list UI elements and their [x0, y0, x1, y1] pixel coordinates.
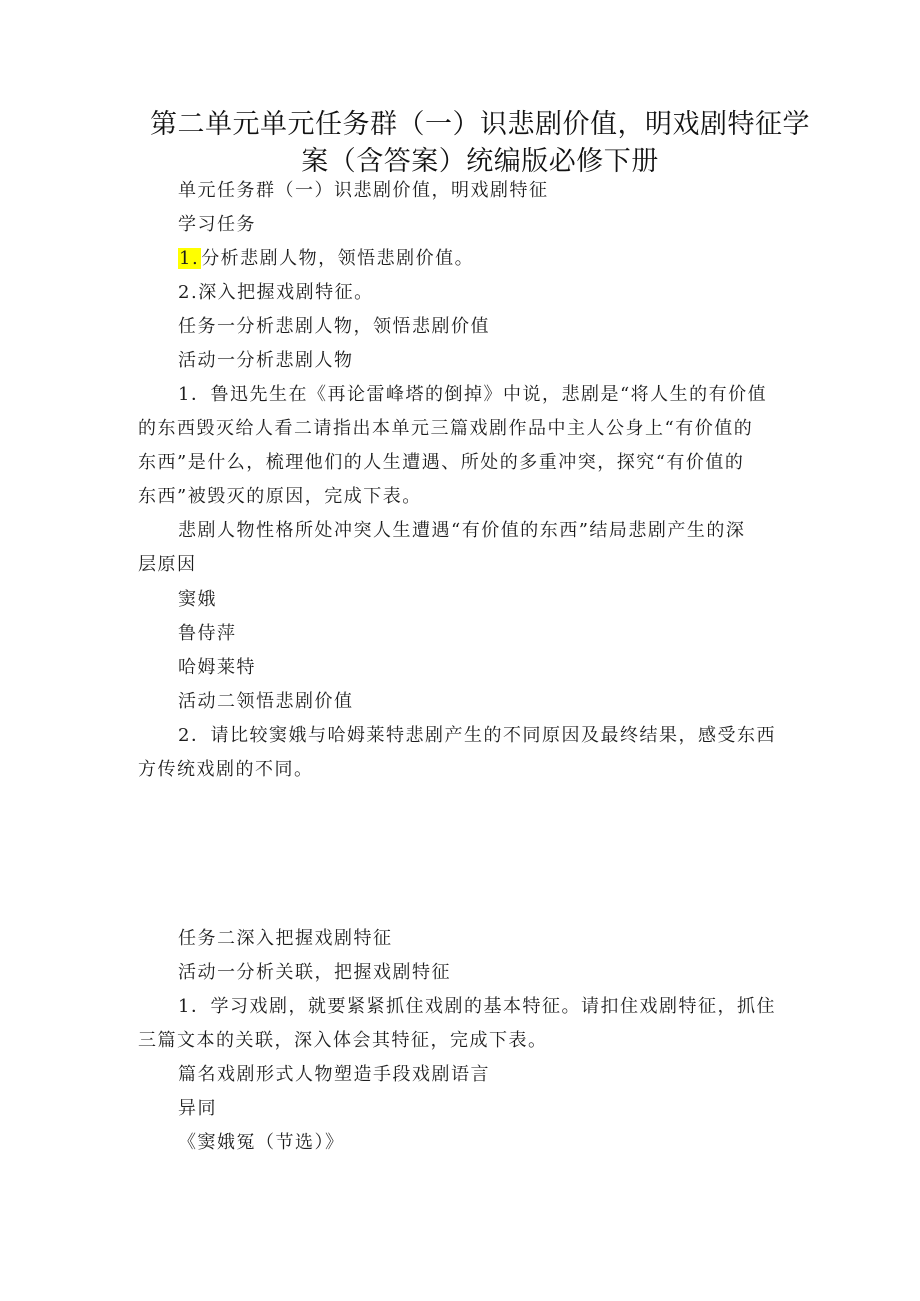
table2-subheader: 异同 — [178, 1098, 217, 1119]
question1-line: 东西”是什么，梳理他们的人生遭遇、所处的多重冲突，探究“有价值的 — [138, 452, 745, 473]
question2-line: 2．请比较窦娥与哈姆莱特悲剧产生的不同原因及最终结果，感受东西 — [178, 725, 776, 746]
table2-header: 篇名戏剧形式人物塑造手段戏剧语言 — [178, 1064, 490, 1085]
document-title — [130, 106, 830, 180]
title-line-2: 案（含答案）统编版必修下册 — [301, 146, 659, 177]
task-list-item-text: 深入把握戏剧特征。 — [198, 282, 374, 303]
question2-line: 方传统戏剧的不同。 — [138, 759, 314, 780]
task1-title: 任务一分析悲剧人物，领悟悲剧价值 — [178, 316, 490, 337]
task-list-item-text: 分析悲剧人物，领悟悲剧价值。 — [201, 248, 475, 269]
question3-line: 1．学习戏剧，就要紧紧抓住戏剧的基本特征。请扣住戏剧特征，抓住 — [178, 996, 776, 1017]
highlighted-number: 1. — [179, 248, 200, 269]
table1-row: 鲁侍萍 — [178, 623, 237, 644]
task-list-item-1 — [178, 242, 474, 275]
task-list-item-2 — [178, 276, 374, 309]
task-list-item-number: 2. — [178, 282, 199, 303]
activity1-title: 活动一分析悲剧人物 — [178, 350, 354, 371]
table1-row: 窦娥 — [178, 589, 217, 610]
learning-tasks-label: 学习任务 — [178, 214, 256, 235]
title-line-1: 第二单元单元任务群（一）识悲剧价值，明戏剧特征学 — [150, 109, 810, 140]
question1-line: 的东西毁灭给人看二请指出本单元三篇戏剧作品中主人公身上“有价值的 — [138, 418, 754, 439]
table1-row: 哈姆莱特 — [178, 657, 256, 678]
question3-line: 三篇文本的关联，深入体会其特征，完成下表。 — [138, 1030, 548, 1051]
activity3-title: 活动一分析关联，把握戏剧特征 — [178, 962, 451, 983]
unit-heading: 单元任务群（一）识悲剧价值，明戏剧特征 — [178, 180, 549, 201]
table1-header-line: 层原因 — [138, 554, 197, 575]
activity2-title: 活动二领悟悲剧价值 — [178, 691, 354, 712]
question1-line: 1．鲁迅先生在《再论雷峰塔的倒掉》中说，悲剧是“将人生的有价值 — [178, 384, 768, 405]
task2-title: 任务二深入把握戏剧特征 — [178, 928, 393, 949]
question1-line: 东西”被毁灭的原因，完成下表。 — [138, 486, 422, 507]
table1-header-line: 悲剧人物性格所处冲突人生遭遇“有价值的东西”结局悲剧产生的深 — [178, 520, 746, 541]
table2-row: 《窦娥冤（节选）》 — [178, 1132, 345, 1153]
